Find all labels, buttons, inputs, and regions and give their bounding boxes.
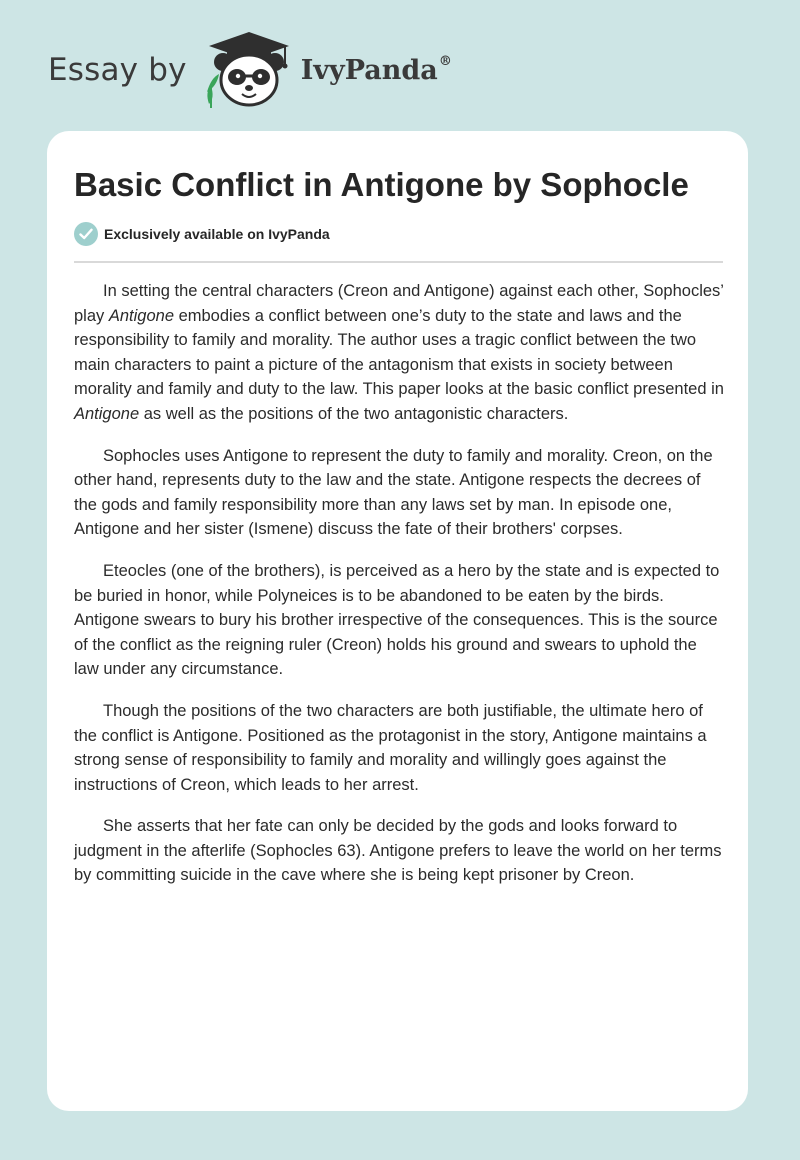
divider [74, 261, 723, 263]
panda-logo-icon[interactable] [201, 30, 297, 110]
paragraph [74, 814, 726, 888]
check-icon [74, 222, 98, 246]
essay-card [47, 131, 748, 1111]
paragraph-text: She asserts that her fate can only be decided by the gods and looks forward to judgment in the afterlife (Sophocles 63). Antigone prefers to leave the world on her terms by committing suicide in the cave where she is being kept prisoner by Creon. [74, 817, 722, 885]
brand-name[interactable]: IvyPanda® [300, 54, 452, 86]
paragraph-text: Eteocles (one of the brothers), is perceived as a hero by the state and is expected to be buried in honor, while Polyneices is to be abandoned to be eaten by the birds. Antigone swears to bury his brother irrespective of the consequences. This is the source of the conflict as the reigning ruler (Creon) holds his ground and swears to uphold the law under any circumstance. [74, 561, 720, 679]
page-title: Basic Conflict in Antigone by Sophocle [74, 166, 689, 203]
exclusive-badge [74, 222, 330, 246]
paragraph-text: Though the positions of the two characters are both justifiable, the ultimate hero of the conflict is Antigone. Positioned as the protagonist in the story, Antigone maintains a strong sense of responsibility to family and morality and willingly goes against the instructions of Creon, which leads to her arrest. [74, 701, 707, 794]
paragraph [74, 699, 726, 797]
paragraph-text: as well as the positions of the two antagonistic characters. [139, 404, 569, 423]
paragraph [74, 444, 726, 542]
essay-body [74, 279, 726, 905]
paragraph-text: In setting the central characters (Creon and Antigone) against each other, Sophocles’ play [74, 282, 724, 325]
paragraph-text: embodies a conflict between one’s duty to the state and laws and the responsibility to family and morality. The author uses a tragic conflict between the two main characters to paint a picture of the antagonism that exists in society between morality and family and duty to the law. This paper looks at the basic conflict presented in [74, 306, 724, 399]
paragraph [74, 559, 726, 682]
exclusive-badge-label: Exclusively available on IvyPanda [104, 226, 330, 242]
site-header [48, 30, 452, 110]
registered-mark: ® [438, 54, 452, 69]
paragraph-text: Sophocles uses Antigone to represent the duty to family and morality. Creon, on the other hand, represents duty to the law and the state. Antigone respects the decrees of the gods and family responsibility more than any laws set by man. In episode one, Antigone and her sister (Ismene) discuss the fate of their brothers' corpses. [74, 446, 713, 539]
italic-title-text: Antigone [108, 306, 174, 325]
paragraph [74, 279, 726, 427]
essay-by-label: Essay by [48, 52, 187, 88]
italic-title-text: Antigone [74, 404, 140, 423]
